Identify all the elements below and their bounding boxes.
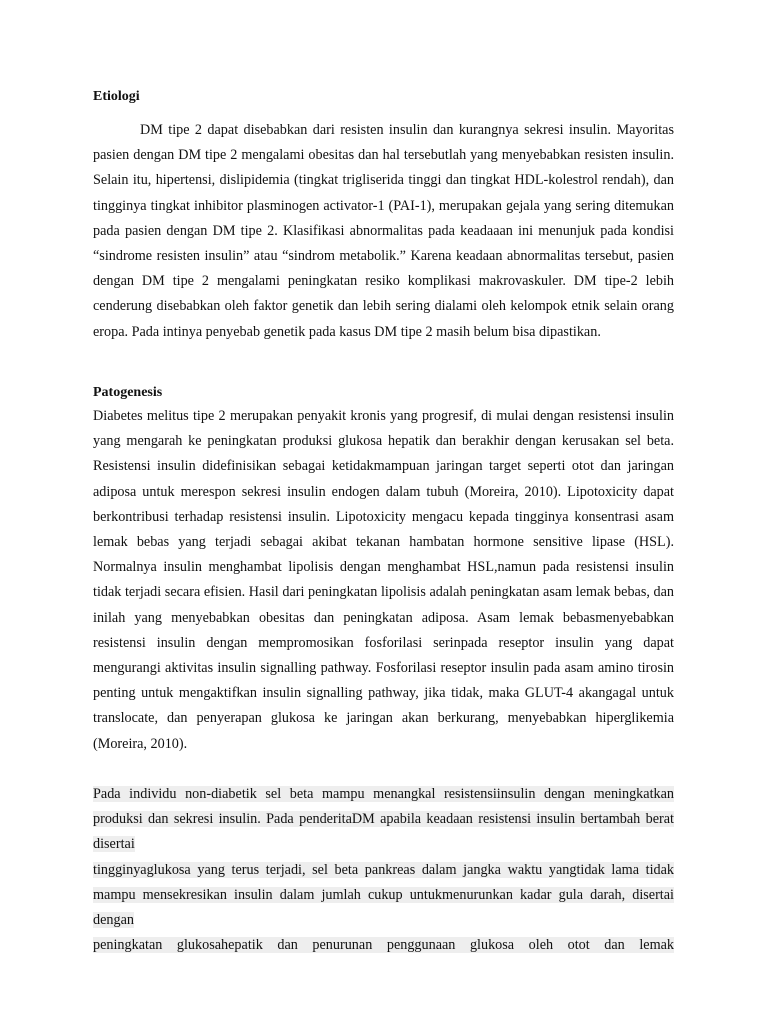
heading-patogenesis: Patogenesis: [93, 385, 163, 400]
paragraph-line: produksi dan sekresi insulin. Pada penderitaDM apabila keadaan resistensi insulin bertambah berat disertai: [93, 811, 674, 853]
paragraph-patogenesis: Diabetes melitus tipe 2 merupakan penyakit kronis yang progresif, di mulai dengan resistensi insulin yang mengarah ke peningkatan produksi glukosa hepatik dan berakhir dengan kerusakan sel beta. Resistensi insulin didefinisikan sebagai ketidakmampuan jaringan target seperti otot dan jaringan adiposa untuk merespon sekresi insulin endogen dalam tubuh (Moreira, 2010). Lipotoxicity dapat berkontribusi terhadap resistensi insulin. Lipotoxicity mengacu kepada tingginya konsentrasi asam lemak bebas yang terjadi sebagai akibat tekanan hambatan hormone sensitive lipase (HSL). Normalnya insulin menghambat lipolisis dengan menghambat HSL,namun pada resistensi insulin tidak terjadi secara efisien. Hasil dari peningkatan lipolisis adalah peningkatan asam lemak bebas, dan inilah yang menyebabkan obesitas dan peningkatan adiposa. Asam lemak bebasmenyebabkan resistensi insulin dengan mempromosikan fosforilasi serinpada reseptor insulin yang dapat mengurangi aktivitas insulin signalling pathway. Fosforilasi reseptor insulin pada asam amino tirosin penting untuk mengaktifkan insulin signalling pathway, jika tidak, maka GLUT-4 akangagal untuk translocate, dan penyerapan glukosa ke jaringan akan berkurang, menyebabkan hiperglikemia (Moreira, 2010).: [93, 408, 674, 752]
paragraph-lanjutan: [93, 782, 674, 958]
paragraph-line: mampu mensekresikan insulin dalam jumlah cukup untukmenurunkan kadar gula darah, disertai dengan: [93, 886, 674, 929]
paragraph-line: Pada individu non-diabetik sel beta mampu menangkal resistensiinsulin dengan meningkatkan: [93, 786, 674, 802]
heading-etiologi: Etiologi: [93, 89, 140, 104]
paragraph-line: peningkatan glukosahepatik dan penurunan penggunaan glukosa oleh otot dan lemak: [93, 937, 674, 954]
paragraph-etiologi: DM tipe 2 dapat disebabkan dari resisten insulin dan kurangnya sekresi insulin. Mayoritas pasien dengan DM tipe 2 mengalami obesitas dan hal tersebutlah yang menyebabkan resisten insulin. Selain itu, hipertensi, dislipidemia (tingkat trigliserida tinggi dan tingkat HDL-kolestrol rendah), dan tingginya tingkat inhibitor plasminogen activator-1 (PAI-1), merupakan gejala yang sering ditemukan pada pasien dengan DM tipe 2. Klasifikasi abnormalitas pada keadaaan ini menunjuk pada kondisi “sindrome resisten insulin” atau “sindrom metabolik.” Karena keadaan abnormalitas tersebut, pasien dengan DM tipe 2 mengalami peningkatan resiko komplikasi makrovaskuler. DM tipe-2 lebih cenderung disebabkan oleh faktor genetik dan lebih sering dialami oleh kelompok etnik selain orang eropa. Pada intinya penyebab genetik pada kasus DM tipe 2 masih belum bisa dipastikan.: [93, 122, 674, 340]
paragraph-line: tingginyaglukosa yang terus terjadi, sel beta pankreas dalam jangka waktu yangtidak lama tidak: [93, 861, 674, 878]
